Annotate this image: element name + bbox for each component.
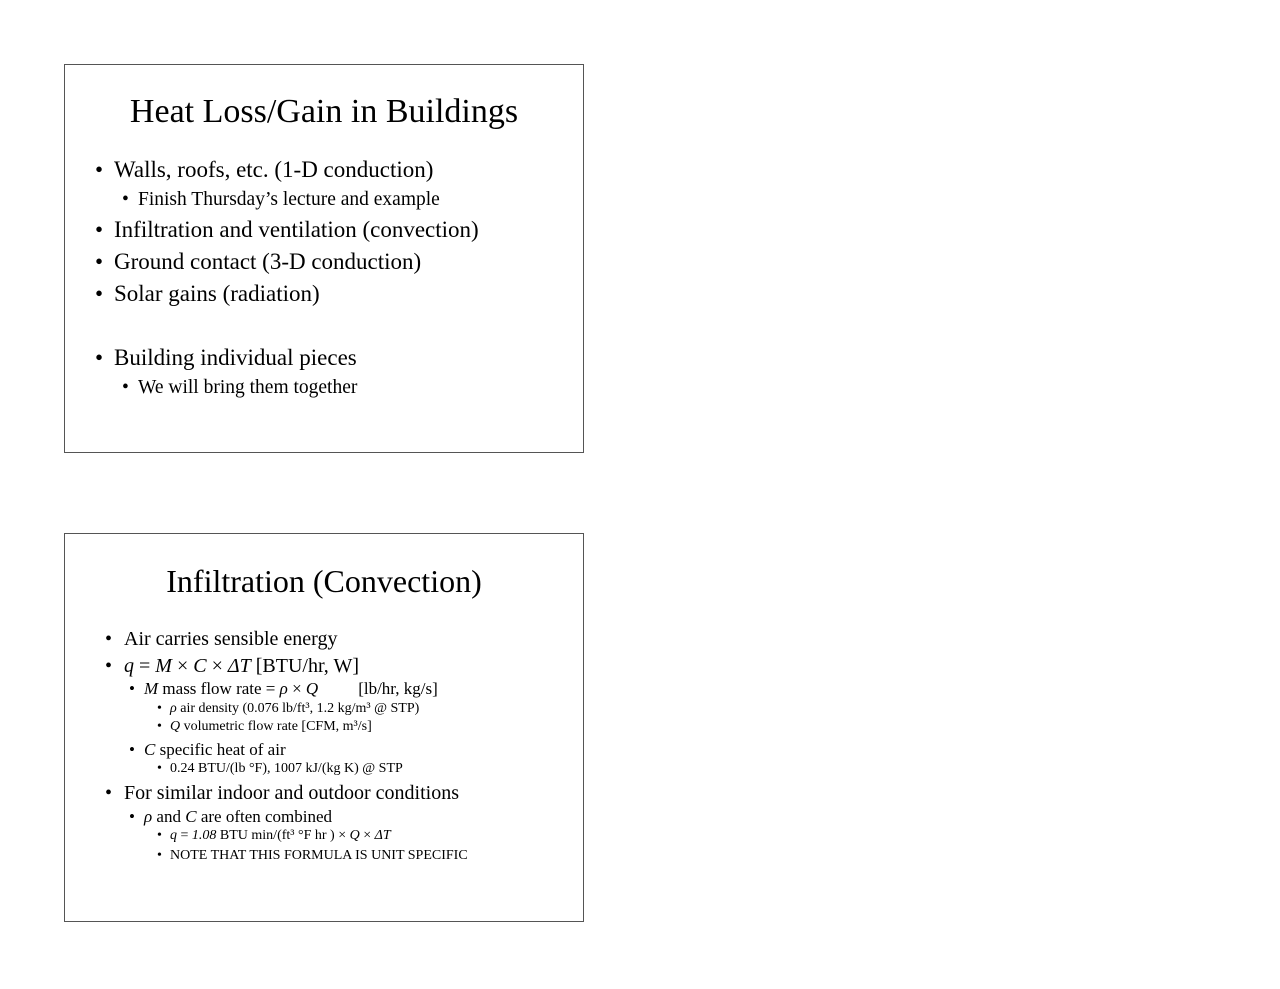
bullet: • bbox=[122, 189, 129, 210]
bullet: • bbox=[122, 377, 129, 398]
bullet: • bbox=[95, 249, 104, 274]
bullet: • bbox=[129, 740, 135, 759]
bullet: • bbox=[157, 719, 162, 734]
bullet: • bbox=[105, 782, 113, 804]
bullet: • bbox=[95, 281, 104, 306]
slide-title: Heat Loss/Gain in Buildings bbox=[129, 93, 519, 130]
bullet: • bbox=[157, 701, 162, 716]
bullet: • bbox=[157, 828, 162, 843]
slide-infiltration: Infiltration (Convection) • Air carries sensible energy • q = M × C × ΔT [BTU/hr, W] • M mass flow rate = ρ × Q [lb/hr, kg/s] • ρ air density (0.076 lb/ft³, 1.2 kg/m³ @ STP) • Q volumetric flow rate [CFM, m³/s] • C specific heat of air • 0.24 BTU/(lb °F), 1007 kJ/(kg K) @ STP • For similar indoor and outdoor conditions • ρ and C are often combined • q = 1.08 BTU min/(ft³ °F hr ) × Q × ΔT • NOTE THAT THIS FORMULA IS UNIT SPECIFIC bbox=[64, 533, 584, 922]
bullet: • bbox=[129, 807, 135, 826]
bullet: • bbox=[95, 157, 104, 182]
bullet: • bbox=[95, 345, 104, 370]
bullet: • bbox=[157, 761, 162, 776]
bullet: • bbox=[129, 679, 135, 698]
slide-heat-loss-gain: Heat Loss/Gain in Buildings • Walls, roofs, etc. (1-D conduction) • Finish Thursday’s lecture and example • Infiltration and ventilation (convection) • Ground contact (3-D conduction) • Solar gains (radiation) • Building individual pieces • We will bring them together bbox=[64, 64, 584, 453]
bullet: • bbox=[105, 628, 113, 650]
bullet: • bbox=[105, 655, 113, 677]
bullet: • bbox=[157, 848, 162, 863]
slide-title: Infiltration (Convection) bbox=[166, 563, 482, 599]
bullet: • bbox=[95, 217, 104, 242]
